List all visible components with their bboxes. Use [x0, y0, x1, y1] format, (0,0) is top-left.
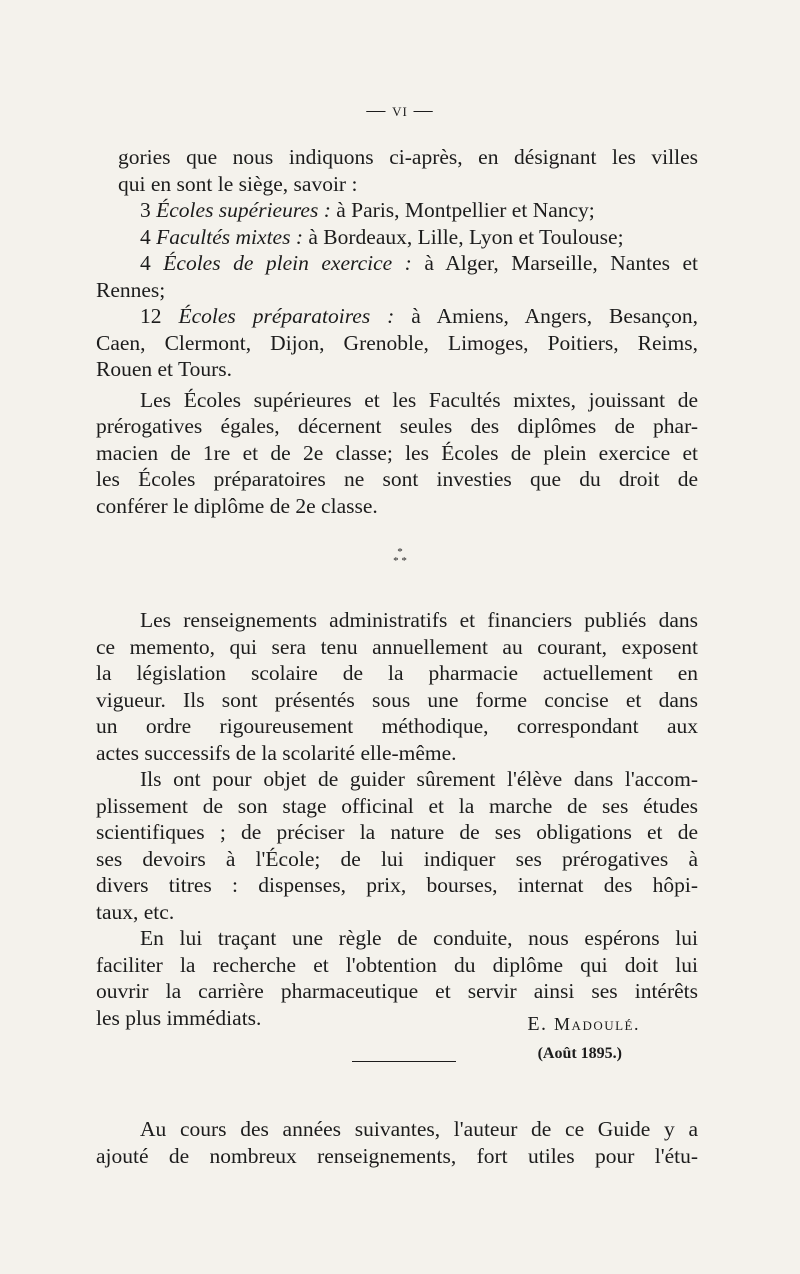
text-line: ouvrir la carrière pharmaceutique et servir ainsi ses intérêts — [96, 979, 698, 1003]
text-line: ses devoirs à l'École; de lui indiquer ses prérogatives à — [96, 846, 698, 871]
text-line: vigueur. Ils sont présentés sous une forme concise et dans — [96, 687, 698, 712]
text-line: prérogatives égales, décernent seules des diplômes de phar- — [96, 414, 698, 438]
text-line: scientifiques ; de préciser la nature de ses obligations et de — [96, 820, 698, 844]
text-line: taux, etc. — [96, 899, 175, 924]
diplomas-paragraph — [96, 387, 698, 520]
section-rule — [352, 1061, 456, 1062]
author-signature: E. Madoulé. — [527, 1013, 640, 1035]
text-line: ce memento, qui sera tenu annuellement au courant, exposent — [96, 634, 698, 659]
text-line: un ordre rigoureusement méthodique, correspondant aux — [96, 714, 698, 738]
list-item-ecoles-plein-exercice: 4 Écoles de plein exercice : à Alger, Marseille, Nantes et Rennes; — [96, 251, 699, 302]
intro-paragraph — [118, 144, 698, 197]
memento-block — [96, 607, 698, 1031]
text-line: qui en sont le siège, savoir : — [118, 171, 358, 196]
text-line: divers titres : dispenses, prix, bourses, internat des hôpi- — [96, 873, 698, 897]
text-line: conférer le diplôme de 2e classe. — [96, 493, 378, 518]
memento-paragraph-1 — [96, 607, 698, 766]
text-line: les Écoles préparatoires ne sont investies que du droit de — [96, 467, 698, 491]
signature-date: (Août 1895.) — [537, 1045, 622, 1062]
asterism-divider: * * * — [393, 546, 407, 567]
memento-paragraph-2 — [96, 766, 698, 925]
text-line: gories que nous indiquons ci-après, en désignant les villes — [118, 145, 698, 169]
list-item-ecoles-preparatoires: 12 Écoles préparatoires : à Amiens, Angers, Besançon, Caen, Clermont, Dijon, Grenoble, Limoges, Poitiers, Reims, Rouen et Tours. — [96, 304, 699, 381]
later-editions-paragraph — [96, 1116, 698, 1169]
text-line: la législation scolaire de la pharmacie actuellement en — [96, 661, 698, 685]
text-line: Rennes; — [96, 277, 166, 302]
page-number: — vi — — [366, 100, 434, 121]
text-line: Les Écoles supérieures et les Facultés mixtes, jouissant de — [140, 387, 698, 412]
intro-block — [96, 144, 699, 519]
text-line: plissement de son stage officinal et la marche de ses études — [96, 793, 698, 818]
text-line: Caen, Clermont, Dijon, Grenoble, Limoges, Poitiers, Reims, — [96, 330, 698, 355]
text-line: Au cours des années suivantes, l'auteur de ce Guide y a — [140, 1117, 698, 1141]
text-line: les plus immédiats. — [96, 1005, 262, 1030]
text-line: actes successifs de la scolarité elle-même. — [96, 740, 457, 765]
text-line: macien de 1re et de 2e classe; les Écoles de plein exercice et — [96, 440, 698, 465]
list-item-facultes-mixtes: 4 Facultés mixtes : à Bordeaux, Lille, Lyon et Toulouse; — [140, 224, 624, 249]
text-line: Les renseignements administratifs et financiers publiés dans — [140, 608, 698, 632]
list-item-ecoles-superieures: 3 Écoles supérieures : à Paris, Montpellier et Nancy; — [140, 198, 595, 222]
text-line: En lui traçant une règle de conduite, nous espérons lui — [140, 926, 698, 950]
later-editions-block — [96, 1116, 698, 1169]
text-line: faciliter la recherche et l'obtention du diplôme qui doit lui — [96, 952, 698, 977]
text-line: Rouen et Tours. — [96, 357, 233, 381]
text-line: Ils ont pour objet de guider sûrement l'élève dans l'accom- — [140, 767, 698, 791]
text-line: ajouté de nombreux renseignements, fort utiles pour l'étu- — [96, 1143, 698, 1168]
